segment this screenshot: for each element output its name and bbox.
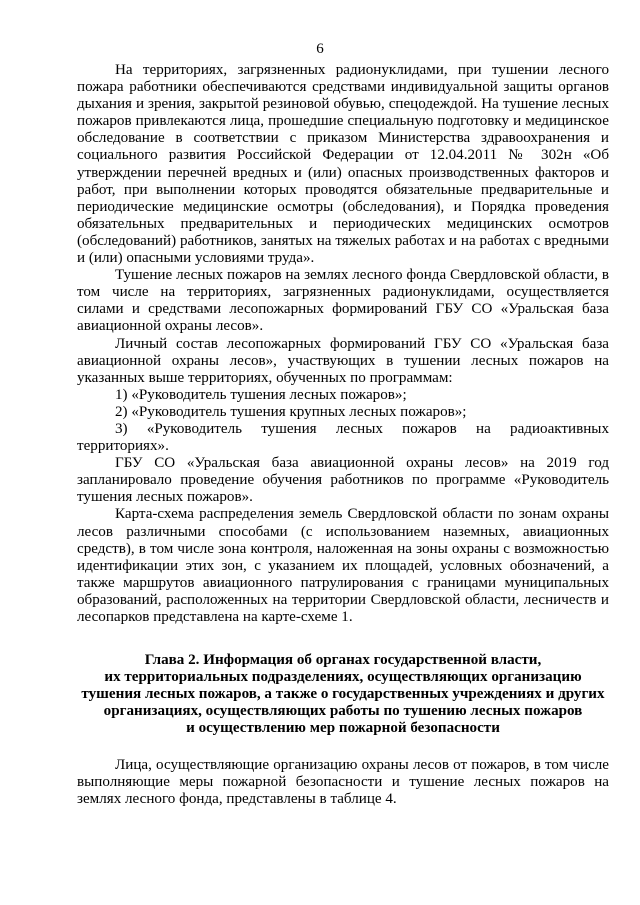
chapter-heading [60, 652, 626, 737]
paragraph-training-plan-2019: ГБУ СО «Уральская база авиационной охраны лесов» на 2019 год запланировало проведение обучения работников по программе «Руководитель тушения лесных пожаров». [77, 455, 609, 506]
paragraph-map-scheme: Карта-схема распределения земель Свердловской области по зонам охраны лесов различными способами (с использованием наземных, авиационных средств), в том числе зона контроля, наложенная на зоны охраны с возможностью идентификации этих зон, с указанием их площадей, условных обозначений, а также маршрутов авиационного патрулирования с границами муниципальных образований, расположенных на территории Свердловской области, лесничеств и лесопарков представлена на карте-схеме 1. [77, 506, 609, 625]
paragraph-radiation-protection: На территориях, загрязненных радионуклидами, при тушении лесного пожара работники обеспечиваются средствами индивидуальной защиты органов дыхания и зрения, закрытой резиновой обувью, спецодеждой. На тушение лесных пожаров привлекаются лица, прошедшие специальную подготовку и медицинское обследование в соответствии с приказом Министерства здравоохранения и социального развития Российской Федерации от 12.04.2011 № 302н «Об утверждении перечней вредных и (или) опасных производственных факторов и работ, при выполнении которых проводятся обязательные предварительные и периодические медицинские осмотры (обследования), и Порядка проведения обязательных предварительных и периодических медицинских осмотров (обследований) работников, занятых на тяжелых работах и на работах с вредными и (или) опасными условиями труда». [77, 62, 609, 267]
chapter-heading-line: организациях, осуществляющих работы по тушению лесных пожаров [103, 703, 583, 720]
chapter-heading-line: их территориальных подразделениях, осуществляющих организацию [104, 669, 582, 686]
paragraph-table-reference: Лица, осуществляющие организацию охраны лесов от пожаров, в том числе выполняющие меры пожарной безопасности и тушение лесных пожаров на землях лесного фонда, представлены в таблице 4. [77, 757, 609, 808]
chapter-heading-line: Глава 2. Информация об органах государственной власти, [144, 652, 542, 668]
page-number: 6 [316, 41, 324, 57]
chapter-heading-line: и осуществлению мер пожарной безопасности [186, 720, 500, 737]
body-text [77, 62, 609, 626]
paragraph-personnel-training: Личный состав лесопожарных формирований ГБУ СО «Уральская база авиационной охраны лесов», участвующих в тушении лесных пожаров на указанных выше территориях, обученных по программам: [77, 335, 609, 386]
list-item-program-2: 2) «Руководитель тушения крупных лесных пожаров»; [115, 403, 467, 420]
chapter-heading-line: тушения лесных пожаров, а также о государственных учреждениях и других [81, 686, 605, 703]
list-item-program-1: 1) «Руководитель тушения лесных пожаров»; [115, 386, 407, 403]
closing-text [77, 757, 609, 808]
list-item-program-3: 3) «Руководитель тушения лесных пожаров на радиоактивных территориях». [77, 420, 609, 455]
paragraph-firefighting-forces: Тушение лесных пожаров на землях лесного фонда Свердловской области, в том числе на территориях, загрязненных радионуклидами, осуществляется силами и средствами лесопожарных формирований ГБУ СО «Уральская база авиационной охраны лесов». [77, 267, 609, 335]
